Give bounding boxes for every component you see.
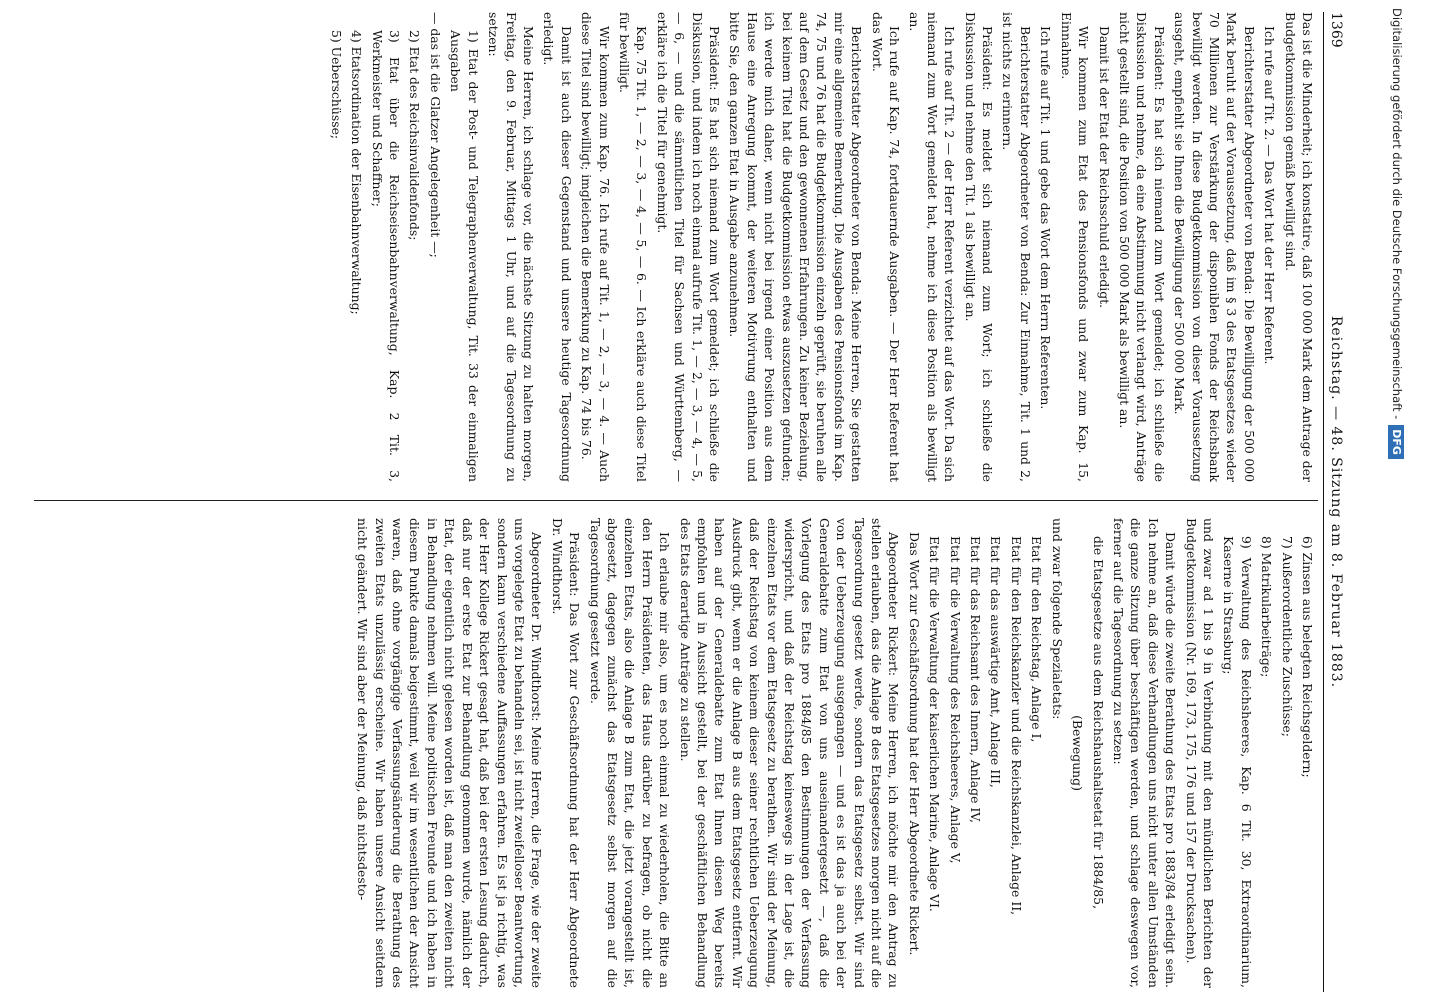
dfg-badge: DFG <box>1388 425 1404 459</box>
paragraph: Präsident: Das Wort zur Geschäftsordnung hat der Herr Abgeordnete Dr. Windthorst. <box>549 518 583 988</box>
paragraph: Ich erlaube mir also, um es noch einmal zu wiederholen, die Bitte an den Herrn Präsidenten, das Haus darüber zu befragen, ob nicht die einzelnen Etats, also die Anlage B zum Etat, die jetzt vorangestellt ist, abgesetzt, dagegen zunächst das Etatsgesetz selbst morgen auf die Tagesordnung gesetzt werde. <box>587 518 673 988</box>
column-divider <box>34 500 1318 501</box>
paragraph: Ich rufe auf Tit. 2 — der Herr Referent verzichtet auf das Wort. Da sich niemand zum Wort gemeldet hat, nehme ich diese Position als bewilligt an. <box>907 12 958 482</box>
paragraph: Wir kommen zum Etat des Pensionsfonds und zwar zum Kap. 15, Einnahme. <box>1058 12 1092 482</box>
paragraph: Ich rufe auf Tit. 2. — Das Wort hat der Herr Referent. <box>1262 26 1278 365</box>
paragraph: die Etatsgesetze aus dem Reichshaushaltsetat für 1884/85, <box>1090 536 1106 910</box>
rotated-page <box>30 6 1352 1000</box>
paragraph: Ich rufe auf Kap. 74, fortdauernde Ausgaben. — Der Herr Referent hat das Wort. <box>869 12 903 482</box>
paragraph: Meine Herren, ich schlage vor, die nächste Sitzung zu halten morgen, Freitag, den 9. Februar, Mittags 1 Uhr, und auf die Tagesordnung zu setzen: <box>486 12 536 482</box>
paragraph: Damit ist auch dieser Gegenstand und unsere heutige Tagesordnung erledigt. <box>541 12 574 482</box>
interjection: (Bewegung) <box>1070 715 1086 791</box>
agenda-item: 7) Außerordentliche Zuschüsse; <box>1279 536 1295 737</box>
page-header <box>1323 12 1346 992</box>
etat-item: Etat für die Verwaltung der kaiserlichen Marine, Anlage VI. <box>927 536 943 912</box>
agenda-item: 3) Etat über die Reichseisenbahnverwaltung, Kap. 2 Tit. 3, Werkmeister und Schaffner; <box>369 30 403 482</box>
session-title: Reichstag. — 48. Sitzung am 8. Februar 1883. <box>1328 315 1344 689</box>
paragraph: und zwar ad 1 bis 9 in Verbindung mit den mündlichen Berichten der Budgetkommission (Nr. 169, 173, 175, 176 und 157 der Drucksachen). <box>1183 518 1216 988</box>
paragraph: Präsident: Es meldet sich niemand zum Wort; ich schließe die Diskussion und nehme den Tit. 1 als bewilligt an. <box>962 12 996 482</box>
paragraph: Damit würde die zweite Berathung des Etats pro 1883/84 erledigt sein. Ich nehme an, daß diese Verhandlungen uns nicht unter allen Umständen die ganze Sitzung über beschäftigen werden, und schlage deswegen vor, ferner auf die Tagesordnung zu setzen: <box>1110 518 1179 988</box>
paragraph: Kap. 75 Tit. 1, — 2, — 3, — 4, — 5, — 6. — Ich erkläre auch diese Titel für bewilligt. <box>616 12 650 482</box>
etat-item: Etat für das auswärtige Amt, Anlage III, <box>988 536 1004 788</box>
paragraph: Berichterstatter Abgeordneter von Benda: Meine Herren, Sie gestatten mir eine allgemeine Bemerkung. Die Ausgaben des Pensionsfonds im Kap. 74, 75 und 76 hat die Budgetkommission einzeln geprüft, sie beruhen alle auf dem Gesetz und den gewonnenen Erfahrungen. Zu keiner Beziehung, bei keinem Titel hat die Budgetkommission etwas auszusetzen gefunden; ich werde mich daher, wenn nicht bei irgend einer Position aus dem Hause eine Anregung kommt, der weiteren Motivirung enthalten und bitte Sie, den ganzen Etat in Ausgabe anzunehmen. <box>727 12 865 482</box>
side-note-text: Digitalisierung gefördert durch die Deutsche Forschungsgemeinschaft - <box>1390 8 1404 420</box>
etat-item: Etat für die Verwaltung des Reichsheeres, Anlage V, <box>947 536 963 864</box>
paragraph: Damit ist der Etat der Reichsschuld erledigt. <box>1096 26 1112 309</box>
agenda-item: 9) Verwaltung des Reichsheeres, Kap. 6 Tit. 30, Extraordinarium, Kaserne in Strasburg; <box>1221 536 1254 988</box>
agenda-item: 5) Ueberschüsse; <box>328 30 344 140</box>
agenda-item: 6) Zinsen aus belegten Reichsgeldern; <box>1300 536 1315 778</box>
etat-item: Etat für das Reichsamt des Innern, Anlage IV, <box>968 536 984 823</box>
agenda-item: 8) Matrikularbeiträge; <box>1259 536 1275 678</box>
paragraph: Abgeordneter Rickert: Meine Herren, ich möchte mir den Antrag zu stellen erlauben, das die Anlage B des Etatsgesetzes morgen nicht auf die Tagesordnung gesetzt werde, sondern das Etatsgesetz selbst. Wir sind von der Ueberzeugung ausgegangen — und es ist das ja auch bei der Generaldebatte zum Etat von uns auseinandergesetzt —, daß die Vorlegung des Etats pro 1884/85 den Bestimmungen der Verfassung widerspricht, und daß der Reichstag keineswegs in der Lage ist, die einzelnen Etats vor dem Etatsgesetz zu berathen. Wir sind der Meinung, daß der Reichstag von keinem dieser seiner rechtlichen Ueberzeugung Ausdruck gibt, wenn er die Anlage B aus dem Etatsgesetz entfernt. Wir haben auf der Generaldebatte zum Etat Ihnen diesen Weg bereits empfohlen und in Aussicht gestellt, bei der geschäftlichen Behandlung des Etats derartige Anträge zu stellen. <box>677 518 902 988</box>
paragraph: Präsident: Es hat sich niemand zum Wort gemeldet; ich schließe die Diskussion und nehme, da eine Abstimmung nicht verlangt wird, Anträge nicht gestellt sind, die Position von 500 000 Mark als bewilligt an. <box>1116 12 1167 482</box>
paragraph: Wir kommen zum Kap. 76. Ich rufe auf Tit. 1, — 2, — 3, — 4. — Auch diese Titel sind bewilligt; imgleichen die Bemerkung zu Kap. 74 bis 76. <box>579 12 612 482</box>
paragraph: Das Wort zur Geschäftsordnung hat der Herr Abgeordnete Rickert. <box>906 532 922 956</box>
agenda-item: 2) Etat des Reichsinvalidenfonds; <box>407 30 423 241</box>
etat-item: Etat für den Reichstag, Anlage I, <box>1029 536 1045 743</box>
etat-item: Etat für den Reichskanzler und die Reichskanzlei, Anlage II, <box>1008 536 1024 916</box>
paragraph: Berichterstatter Abgeordneter von Benda: Die Bewilligung der 500 000 Mark beruht auf der Voraussetzung, daß im § 3 des Etatsgesetzes wieder 70 Millionen zur Verstärkung der disponiblen Fonds der Reichsbank bewilligt werden. In diese Budgetkommission von dieser Voraussetzung ausgeht, empfiehlt sie Ihnen die Bewilligung der 500 000 Mark. <box>1172 12 1257 482</box>
dfg-side-note <box>1386 8 1408 992</box>
agenda-note: — das ist die Glatzer Angelegenheit —; <box>427 12 443 258</box>
agenda-item: 4) Etatsordination der Eisenbahnverwaltung; <box>349 30 365 315</box>
page-number: 1369 <box>1328 12 1344 48</box>
paragraph: und zwar folgende Spezialetats: <box>1049 518 1065 720</box>
right-column <box>351 518 1316 988</box>
paragraph: Berichterstatter Abgeordneter von Benda: Zur Einnahme, Tit. 1 und 2, ist nichts zu erinnern. <box>1000 12 1033 482</box>
left-column <box>324 12 1316 482</box>
paragraph: Präsident: Es hat sich niemand zum Wort gemeldet; ich schließe die Diskussion, und indem ich noch einmal aufrufe Tit. 1, — 2, — 3, — 4, — 5, — 6, — und die sämmtlichen Titel für Sachsen und Württemberg, — erkläre ich die Titel für genehmigt. <box>654 12 722 482</box>
paragraph: Das ist die Minderheit; ich konstatire, daß 100 000 Mark dem Antrage der Budgetkommission gemäß bewilligt sind. <box>1282 12 1315 482</box>
paragraph: Ich rufe auf Tit. 1 und gebe das Wort dem Herrn Referenten. <box>1038 26 1054 410</box>
agenda-item: 1) Etat der Post- und Telegraphenverwaltung, Tit. 33 der einmaligen Ausgaben <box>448 30 481 482</box>
paragraph: Abgeordneter Dr. Windthorst: Meine Herren, die Frage, wie der zweite uns vorgelegte Etat zu behandeln sei, ist nicht zweifelloser Beantwortung, sondern kann verschiedene Auffassungen erfahren. Es ist ja richtig, was der Herr Kollege Rickert gesagt hat, daß bei der ersten Lesung dadurch, daß nur der erste Etat zur Behandlung genommen wurde, nämlich der Etat, der eigentlich nicht gelesen worden ist, daß man den zweiten nicht in Behandlung nehmen will. Meine politischen Freunde und ich haben in diesem Punkte damals beigestimmt, weil wir im wesentlichen der Ansicht waren, daß ohne vorgängige Verfassungsänderung die Berathung des zweiten Etats unzulässig erscheine. Wir haben unsere Ansicht seitdem nicht geändert. Wir sind aber der Meinung, daß nichtsdesto- <box>355 518 545 988</box>
